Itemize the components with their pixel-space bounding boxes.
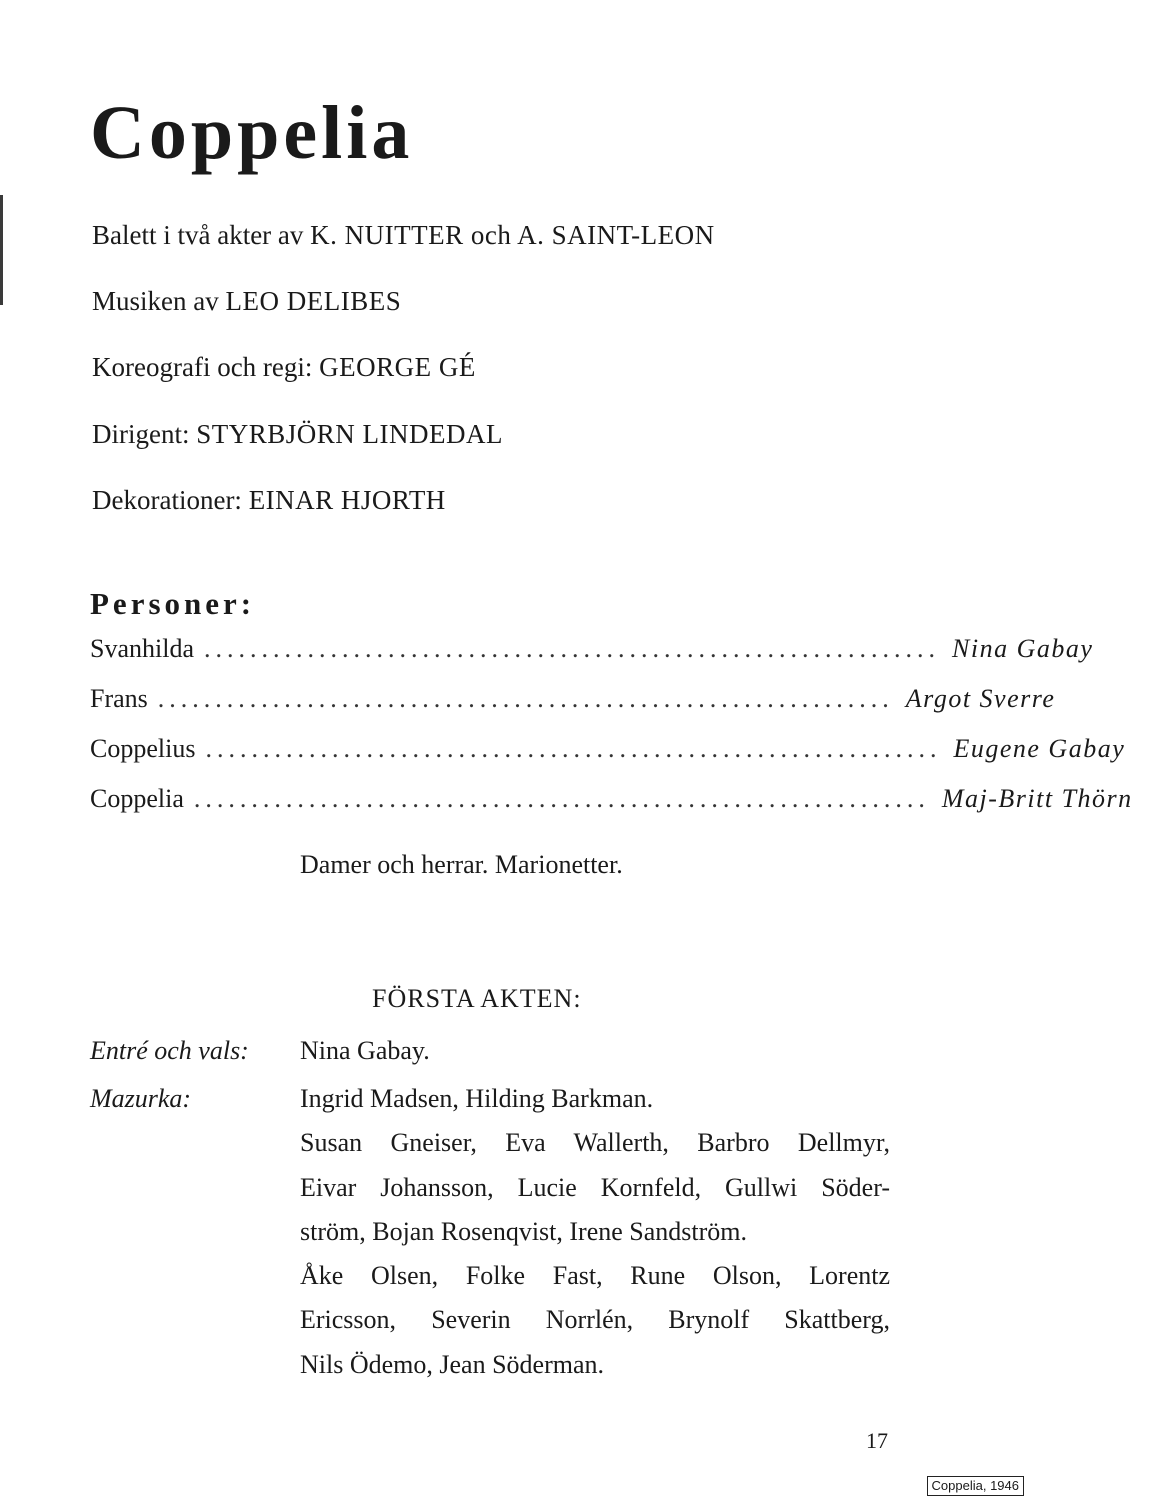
page-number: 17 bbox=[866, 1428, 888, 1453]
dance-performers: Ingrid Madsen, Hilding Barkman. bbox=[300, 1084, 654, 1113]
credit-value: EINAR HJORTH bbox=[248, 485, 446, 515]
page-title: Coppelia bbox=[90, 91, 414, 175]
credit-label: Dekorationer: bbox=[92, 485, 242, 515]
dot-leader: ................................................................ bbox=[205, 734, 942, 763]
credit-value: STYRBJÖRN LINDEDAL bbox=[196, 419, 503, 449]
cast-role: Frans bbox=[90, 684, 148, 713]
cast-row bbox=[90, 784, 1133, 818]
dance-performers: Eivar Johansson, Lucie Kornfeld, Gullwi Söder- bbox=[300, 1173, 890, 1202]
dance-label: Mazurka: bbox=[90, 1084, 192, 1113]
credit-line-ballet bbox=[92, 222, 715, 249]
act-heading: FÖRSTA AKTEN: bbox=[372, 984, 582, 1013]
dance-performers: Ericsson, Severin Norrlén, Brynolf Skattberg, bbox=[300, 1305, 890, 1334]
dance-performers: Åke Olsen, Folke Fast, Rune Olson, Lorentz bbox=[300, 1261, 890, 1290]
dance-performers: Susan Gneiser, Eva Wallerth, Barbro Dellmyr, bbox=[300, 1128, 890, 1157]
credit-label: Musiken av bbox=[92, 286, 219, 316]
cast-actor: Maj-Britt Thörn bbox=[941, 784, 1133, 813]
credit-line-decorations bbox=[92, 487, 446, 514]
credit-line-conductor bbox=[92, 421, 503, 448]
dance-performers: Nils Ödemo, Jean Söderman. bbox=[300, 1350, 605, 1379]
dot-leader: ................................................................ bbox=[204, 634, 940, 663]
ensemble-note: Damer och herrar. Marionetter. bbox=[300, 850, 623, 879]
cast-role: Svanhilda bbox=[90, 634, 194, 663]
image-caption: Coppelia, 1946 bbox=[927, 1476, 1024, 1496]
credit-line-music bbox=[92, 288, 401, 315]
credit-value: GEORGE GÉ bbox=[319, 352, 476, 382]
cast-row bbox=[90, 684, 1056, 718]
credit-value: LEO DELIBES bbox=[225, 286, 402, 316]
cast-row bbox=[90, 734, 1126, 768]
credit-value: K. NUITTER och A. SAINT-LEON bbox=[310, 220, 715, 250]
dance-performers: Nina Gabay. bbox=[300, 1036, 430, 1065]
dance-label: Entré och vals: bbox=[90, 1036, 249, 1065]
credit-line-choreography bbox=[92, 354, 476, 381]
cast-actor: Argot Sverre bbox=[905, 684, 1056, 713]
credit-label: Dirigent: bbox=[92, 419, 190, 449]
cast-role: Coppelius bbox=[90, 734, 196, 763]
cast-row bbox=[90, 634, 1094, 668]
scan-edge-mark bbox=[0, 195, 3, 305]
cast-actor: Nina Gabay bbox=[952, 634, 1094, 663]
credit-label: Koreografi och regi: bbox=[92, 352, 313, 382]
dance-performers: ström, Bojan Rosenqvist, Irene Sandström. bbox=[300, 1217, 748, 1246]
cast-heading: Personer: bbox=[90, 586, 256, 621]
dot-leader: ................................................................ bbox=[157, 684, 894, 713]
credit-label: Balett i två akter av bbox=[92, 220, 304, 250]
cast-actor: Eugene Gabay bbox=[953, 734, 1126, 763]
dot-leader: ................................................................ bbox=[193, 784, 930, 813]
cast-role: Coppelia bbox=[90, 784, 184, 813]
